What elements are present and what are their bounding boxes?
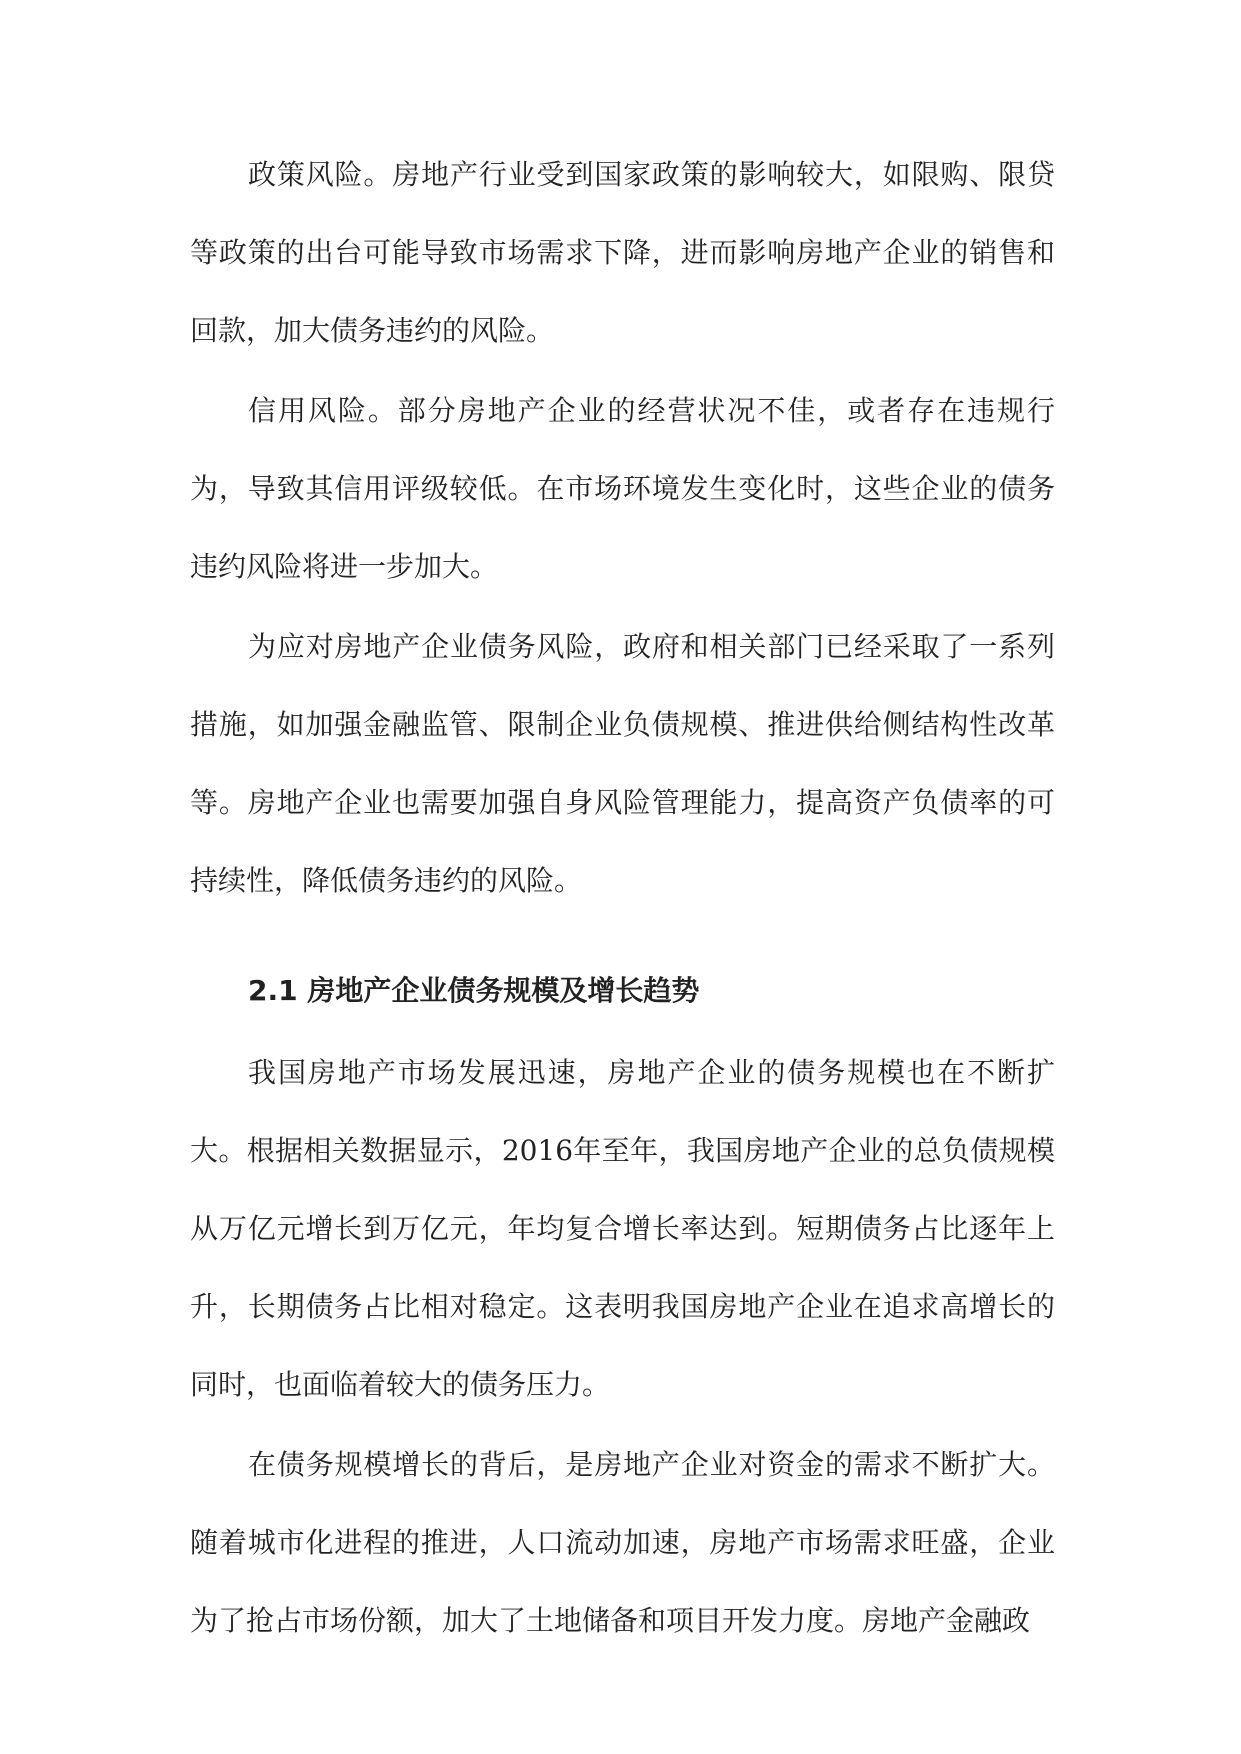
paragraph-policy-risk: 政策风险。房地产行业受到国家政策的影响较大，如限购、限贷等政策的出台可能导致市场需求下降，进而影响房地产企业的销售和回款，加大债务违约的风险。 <box>190 158 1055 347</box>
paragraph-countermeasures: 为应对房地产企业债务风险，政府和相关部门已经采取了一系列措施，如加强金融监管、限制企业负债规模、推进供给侧结构性改革等。房地产企业也需要加强自身风险管理能力，提高资产负债率的可持续性，降低债务违约的风险。 <box>190 630 1055 897</box>
paragraph-funding-demand: 在债务规模增长的背后，是房地产企业对资金的需求不断扩大。随着城市化进程的推进，人口流动加速，房地产市场需求旺盛，企业为了抢占市场份额，加大了土地储备和项目开发力度。房地产金融政 <box>190 1448 1055 1637</box>
document-page <box>190 136 1055 1662</box>
section-heading: 2.1 房地产企业债务规模及增长趋势 <box>248 974 700 1007</box>
paragraph-debt-scale: 我国房地产市场发展迅速，房地产企业的债务规模也在不断扩大。根据相关数据显示，2016年至年，我国房地产企业的总负债规模从万亿元增长到万亿元，年均复合增长率达到。短期债务占比逐年上升，长期债务占比相对稳定。这表明我国房地产企业在追求高增长的同时，也面临着较大的债务压力。 <box>190 1056 1055 1401</box>
paragraph-credit-risk: 信用风险。部分房地产企业的经营状况不佳，或者存在违规行为，导致其信用评级较低。在市场环境发生变化时，这些企业的债务违约风险将进一步加大。 <box>190 394 1055 583</box>
